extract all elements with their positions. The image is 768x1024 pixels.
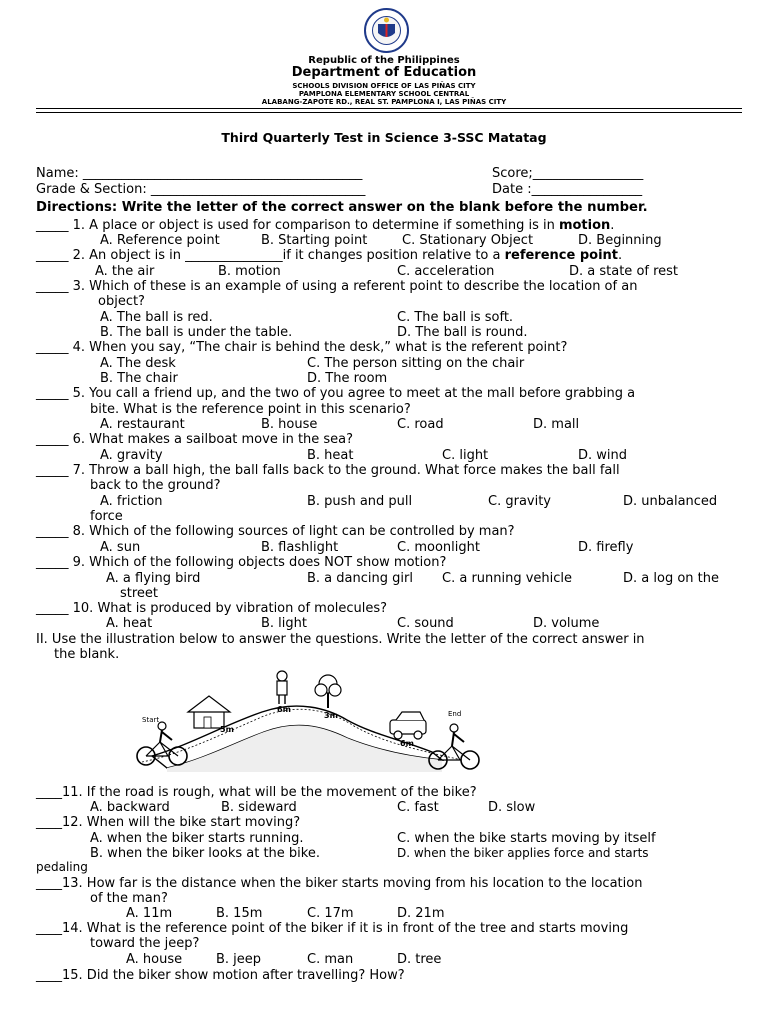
q7-option-d-cont: force	[90, 509, 123, 524]
school-name: PAMPLONA ELEMENTARY SCHOOL CENTRAL	[298, 90, 470, 98]
q7-option-c[interactable]: C. gravity	[488, 494, 552, 509]
q9-option-a[interactable]: A. a flying bird	[106, 571, 201, 586]
date-field[interactable]: Date :_________________	[492, 182, 643, 197]
q1-option-c[interactable]: C. Stationary Object	[402, 233, 534, 248]
end-label: End	[448, 710, 462, 718]
question-13-cont: of the man?	[90, 891, 168, 906]
grade-section-field[interactable]: Grade & Section: _________________________________	[36, 182, 366, 197]
score-field[interactable]: Score;_________________	[492, 166, 644, 181]
question-15: ____15. Did the biker show motion after travelling? How?	[36, 968, 405, 983]
q12-option-d-cont: pedaling	[36, 860, 88, 874]
directions: Directions: Write the letter of the correct answer on the blank before the number.	[36, 200, 648, 215]
q12-option-b[interactable]: B. when the biker looks at the bike.	[90, 846, 320, 861]
q10-option-d[interactable]: D. volume	[533, 616, 600, 631]
jeep-icon	[390, 712, 426, 739]
question-10: _____ 10. What is produced by vibration of molecules?	[36, 601, 388, 616]
question-1: _____ 1. A place or object is used for comparison to determine if something is in motion.	[36, 218, 615, 233]
department-name: Department of Education	[291, 65, 477, 80]
question-12: ____12. When will the bike start moving?	[36, 815, 301, 830]
q3-option-d[interactable]: D. The ball is round.	[397, 325, 528, 340]
question-6: _____ 6. What makes a sailboat move in the sea?	[36, 432, 354, 447]
deped-seal	[364, 8, 409, 53]
part-2-instructions-cont: the blank.	[54, 647, 120, 662]
q2-option-c[interactable]: C. acceleration	[397, 264, 495, 279]
header-rule-top	[36, 108, 742, 109]
distance-6m-man: 6m	[277, 705, 291, 714]
q4-option-b[interactable]: B. The chair	[100, 371, 178, 386]
q10-option-b[interactable]: B. light	[261, 616, 307, 631]
q9-option-c[interactable]: C. a running vehicle	[442, 571, 573, 586]
question-5: _____ 5. You call a friend up, and the two of you agree to meet at the mall before grabbing a	[36, 386, 636, 401]
republic-line: Republic of the Philippines	[308, 55, 460, 66]
q5-option-b[interactable]: B. house	[261, 417, 318, 432]
house-icon	[188, 696, 230, 728]
q6-option-a[interactable]: A. gravity	[100, 448, 163, 463]
q1-option-d[interactable]: D. Beginning	[578, 233, 662, 248]
distance-3m: 3m	[324, 711, 338, 720]
distance-5m: 5m	[220, 725, 234, 734]
q4-option-c[interactable]: C. The person sitting on the chair	[307, 356, 525, 371]
tree-icon	[315, 675, 341, 708]
question-3-cont: object?	[98, 294, 145, 309]
question-3: _____ 3. Which of these is an example of using a referent point to describe the location of an	[36, 279, 638, 294]
q9-option-b[interactable]: B. a dancing girl	[307, 571, 413, 586]
q5-option-d[interactable]: D. mall	[533, 417, 580, 432]
question-14: ____14. What is the reference point of the biker if it is in front of the tree and starts moving	[36, 921, 629, 936]
start-label: Start	[142, 716, 160, 724]
q5-option-c[interactable]: C. road	[397, 417, 444, 432]
question-13: ____13. How far is the distance when the biker starts moving from his location to the location	[36, 876, 643, 891]
q3-option-c[interactable]: C. The ball is soft.	[397, 310, 514, 325]
q1-option-a[interactable]: A. Reference point	[100, 233, 220, 248]
q5-option-a[interactable]: A. restaurant	[100, 417, 185, 432]
part-2-instructions: II. Use the illustration below to answer the questions. Write the letter of the correct answer in	[36, 632, 645, 647]
q13-option-c[interactable]: C. 17m	[307, 906, 354, 921]
q3-option-b[interactable]: B. The ball is under the table.	[100, 325, 293, 340]
question-9: _____ 9. Which of the following objects does NOT show motion?	[36, 555, 447, 570]
q13-option-d[interactable]: D. 21m	[397, 906, 445, 921]
question-4: _____ 4. When you say, “The chair is behind the desk,” what is the referent point?	[36, 340, 568, 355]
q8-option-c[interactable]: C. moonlight	[397, 540, 480, 555]
q2-option-a[interactable]: A. the air	[95, 264, 155, 279]
question-5-cont: bite. What is the reference point in this scenario?	[90, 402, 411, 417]
q14-option-d[interactable]: D. tree	[397, 952, 442, 967]
q7-option-b[interactable]: B. push and pull	[307, 494, 413, 509]
q9-option-d[interactable]: D. a log on the	[623, 571, 719, 586]
q8-option-b[interactable]: B. flashlight	[261, 540, 339, 555]
q4-option-d[interactable]: D. The room	[307, 371, 388, 386]
q12-option-c[interactable]: C. when the bike starts moving by itself	[397, 831, 656, 846]
question-7: _____ 7. Throw a ball high, the ball falls back to the ground. What force makes the ball fall	[36, 463, 620, 478]
q6-option-b[interactable]: B. heat	[307, 448, 354, 463]
q6-option-d[interactable]: D. wind	[578, 448, 628, 463]
q4-option-a[interactable]: A. The desk	[100, 356, 176, 371]
q2-option-d[interactable]: D. a state of rest	[569, 264, 679, 279]
q13-option-b[interactable]: B. 15m	[216, 906, 263, 921]
q3-option-a[interactable]: A. The ball is red.	[100, 310, 213, 325]
test-title: Third Quarterly Test in Science 3-SSC Matatag	[221, 130, 547, 145]
header-rule-bottom	[36, 112, 742, 113]
q11-option-d[interactable]: D. slow	[488, 800, 536, 815]
q10-option-c[interactable]: C. sound	[397, 616, 454, 631]
question-2: _____ 2. An object is in _______________if it changes position relative to a reference point.	[36, 248, 623, 263]
q11-option-a[interactable]: A. backward	[90, 800, 170, 815]
q1-option-b[interactable]: B. Starting point	[261, 233, 368, 248]
q14-option-a[interactable]: A. house	[126, 952, 183, 967]
q12-option-d[interactable]: D. when the biker applies force and starts	[397, 846, 649, 860]
question-7-cont: back to the ground?	[90, 478, 221, 493]
q8-option-a[interactable]: A. sun	[100, 540, 141, 555]
q7-option-d[interactable]: D. unbalanced	[623, 494, 718, 509]
motion-illustration	[132, 664, 492, 776]
school-address: ALABANG-ZAPOTE RD., REAL ST. PAMPLONA I, LAS PIÑAS CITY	[261, 98, 507, 106]
q9-option-a-cont: street	[120, 586, 159, 601]
q6-option-c[interactable]: C. light	[442, 448, 489, 463]
division-name: SCHOOLS DIVISION OFFICE OF LAS PIÑAS CITY	[292, 82, 476, 90]
q7-option-a[interactable]: A. friction	[100, 494, 163, 509]
name-field[interactable]: Name: ___________________________________________	[36, 166, 363, 181]
q11-option-b[interactable]: B. sideward	[221, 800, 297, 815]
q11-option-c[interactable]: C. fast	[397, 800, 439, 815]
man-icon	[277, 671, 287, 704]
question-11: ____11. If the road is rough, what will be the movement of the bike?	[36, 785, 477, 800]
q14-option-c[interactable]: C. man	[307, 952, 354, 967]
distance-6m-jeep: 6m	[400, 739, 414, 748]
q10-option-a[interactable]: A. heat	[106, 616, 153, 631]
q8-option-d[interactable]: D. firefly	[578, 540, 634, 555]
q12-option-a[interactable]: A. when the biker starts running.	[90, 831, 304, 846]
question-8: _____ 8. Which of the following sources of light can be controlled by man?	[36, 524, 515, 539]
q14-option-b[interactable]: B. jeep	[216, 952, 262, 967]
q2-option-b[interactable]: B. motion	[218, 264, 281, 279]
question-14-cont: toward the jeep?	[90, 936, 200, 951]
q13-option-a[interactable]: A. 11m	[126, 906, 173, 921]
